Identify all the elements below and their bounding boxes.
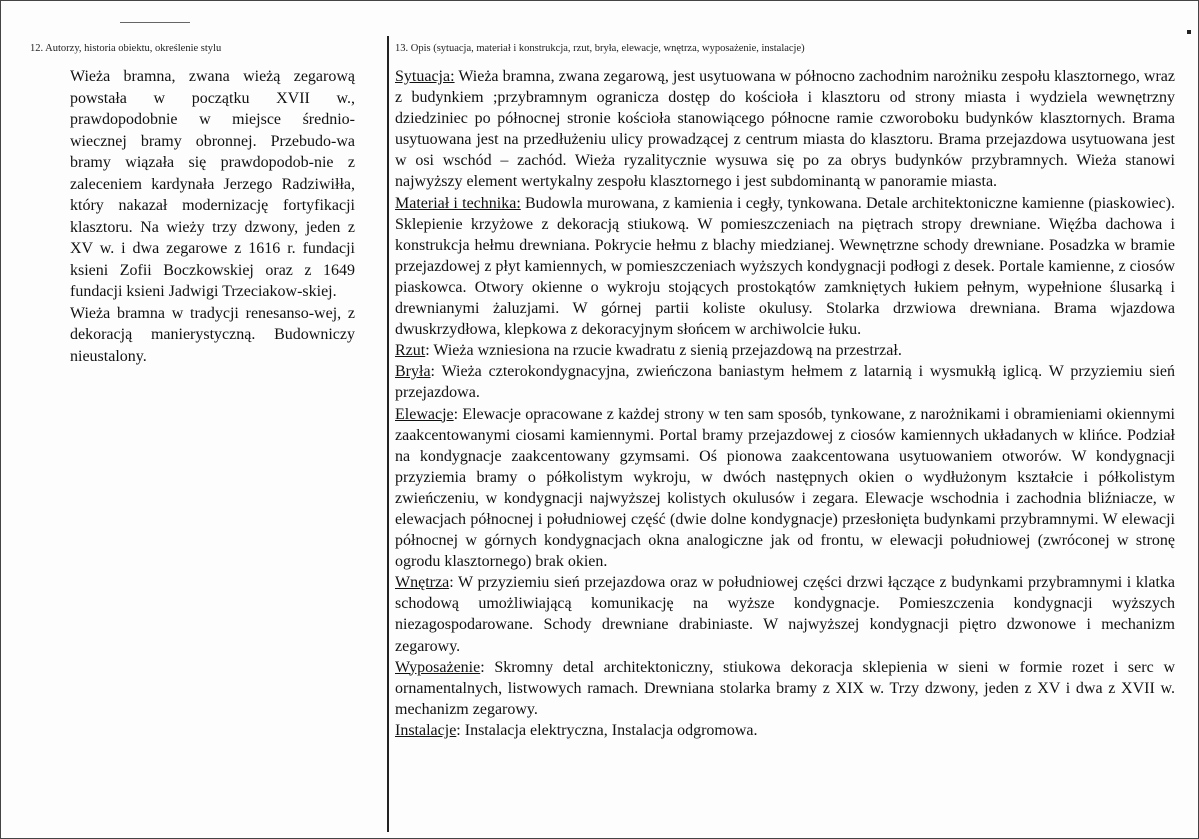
column-divider <box>387 36 389 832</box>
description-text <box>395 66 1175 741</box>
section-interiors <box>395 572 1175 656</box>
authors-history-column <box>30 42 360 367</box>
section-heading: Rzut <box>395 342 426 360</box>
section-plan <box>395 340 1175 361</box>
field-12-label: 12. Autorzy, historia obiektu, określenie stylu <box>30 43 222 54</box>
section-furnishings <box>395 657 1175 720</box>
section-text: Budowla murowana, z kamienia i cegły, tynkowana. Detale architektoniczne kamienne (piaskowiec). Sklepienie krzyżowe z dekoracją stiukową. W pomieszczeniach na piętrach stropy drewniane. Więźba dachowa i konstrukcja hełmu drewniana. Pokrycie hełmu z blachy miedzianej. Wewnętrzne schody drewniane. Posadzka w bramie przejazdowej z płyt kamiennych, w pomieszczeniach wyższych kondygnacji podłogi z desek. Portale kamienne, z ciosów piaskowca. Otwory okienne o wykroju stojących prostokątów zamkniętych łukiem pełnym, wypełnione ślusarką i drewnianymi żaluzjami. W górnej partii koliste okulusy. Stolarka drzwiowa drewniana. Brama wjazdowa dwuskrzydłowa, klepkowa z dekoracyjnym słońcem w archiwolcie łuku. <box>395 194 1175 339</box>
section-heading: Wnętrza <box>395 574 450 592</box>
section-text: : Skromny detal architektoniczny, stiukowa dekoracja sklepienia w sieni w formie rozet i serc w ornamentalnych, listwowych ramach. Drewniana stolarka bramy z XIX w. Trzy dzwony, jeden z XV i dwa z XVII w. mechanizm zegarowy. <box>395 658 1175 718</box>
section-text: : Instalacja elektryczna, Instalacja odgromowa. <box>456 721 758 739</box>
section-text: Wieża bramna, zwana zegarową, jest usytuowana w północno zachodnim narożniku zespołu klasztornego, wraz z budynkiem ;przybramnym ogranicza dostęp do kościoła i klasztoru od strony miasta i wydziela wewnętrzny dziedziniec po północnej stronie kościoła stanowiącego północne ramie czworoboku budynków klasztornych. Brama usytuowana jest na przedłużeniu ulicy prowadzącej z centrum miasta do klasztoru. Brama przejazdowa usytuowana jest w osi wschód – zachód. Wieża ryzalitycznie wysuwa się po za obrys budynków przybramnych. Wieża stanowi najwyższy element wertykalny zespołu klasztornego i jest subdominantą w panoramie miasta. <box>395 68 1175 191</box>
description-column <box>395 42 1175 741</box>
section-text: : Elewacje opracowane z każdej strony w ten sam sposób, tynkowane, z narożnikami i obramieniami okiennymi zaakcentowanymi ciosami kamiennymi. Portal bramy przejazdowej z ciosów kamiennych układanych w klińce. Podział na kondygnacje zaakcentowany gzymsami. Oś pionowa zaakcentowana usytuowaniem otworów. W kondygnacji przyziemia bramy o półkolistym wykroju, w dwóch następnych okien o wydłużonym kształcie i półkolistym zwieńczeniu, w kondygnacji najwyższej kolistych okulusów i zegara. Elewacje wschodnia i zachodnia bliźniacze, w elewacjach północnej i południowej część (dwie dolne kondygnacje) przesłonięta budynkami przybramnymi. W elewacji północnej w górnych kondygnacjach okna analogiczne jak od frontu, w elewacji południowej (zwróconej w stronę ogrodu klasztornego) brak okien. <box>395 405 1175 571</box>
section-situation <box>395 66 1175 193</box>
section-heading: Sytuacja: <box>395 68 455 85</box>
section-material <box>395 193 1175 341</box>
section-text: : W przyziemiu sień przejazdowa oraz w południowej części drzwi łączące z budynkami przybramnymi i klatka schodową umożliwiającą komunikację na wyższe kondygnacje. Pomieszczenia kondygnacji wyższych niezagospodarowane. Schody drewniane drabiniaste. W najwyższej kondygnacji piętro dzwonowe i mechanizm zegarowy. <box>395 574 1175 655</box>
section-heading: Bryła <box>395 363 431 381</box>
section-massing <box>395 361 1175 403</box>
top-rule <box>120 22 190 23</box>
corner-mark <box>1187 30 1191 34</box>
section-heading: Elewacje <box>395 405 454 423</box>
history-text: Wieża bramna, zwana wieżą zegarową powstała w początku XVII w., prawdopodobnie w miejsce średnio-wiecznej bramy obronnej. Przebudo-wa bramy wiązała się prawdopodob-nie z zaleceniem kardynała Jerzego Radziwiłła, który nakazał modernizację fortyfikacji klasztoru. Na wieży trzy dzwony, jeden z XV w. i dwa zegarowe z 1616 r. fundacji ksieni Zofii Boczkowskiej oraz z 1649 fundacji ksieni Jadwigi Trzeciakow-skiej. Wieża bramna w tradycji renesanso-wej, z dekoracją manierystyczną. Budowniczy nieustalony. <box>70 68 355 365</box>
section-elevations <box>395 404 1175 573</box>
section-heading: Instalacje <box>395 721 457 739</box>
field-13-label: 13. Opis (sytuacja, materiał i konstrukcja, rzut, bryła, elewacje, wnętrza, wyposażenie, instalacje) <box>395 43 805 54</box>
section-heading: Materiał i technika: <box>395 194 521 212</box>
section-installations <box>395 720 1175 741</box>
section-text: : Wieża wzniesiona na rzucie kwadratu z sienią przejazdową na przestrzał. <box>425 342 902 360</box>
section-text: : Wieża czterokondygnacyjna, zwieńczona baniastym hełmem z latarnią i wysmukłą iglicą. W przyziemiu sień przejazdowa. <box>395 363 1175 402</box>
section-heading: Wyposażenie <box>395 658 481 676</box>
